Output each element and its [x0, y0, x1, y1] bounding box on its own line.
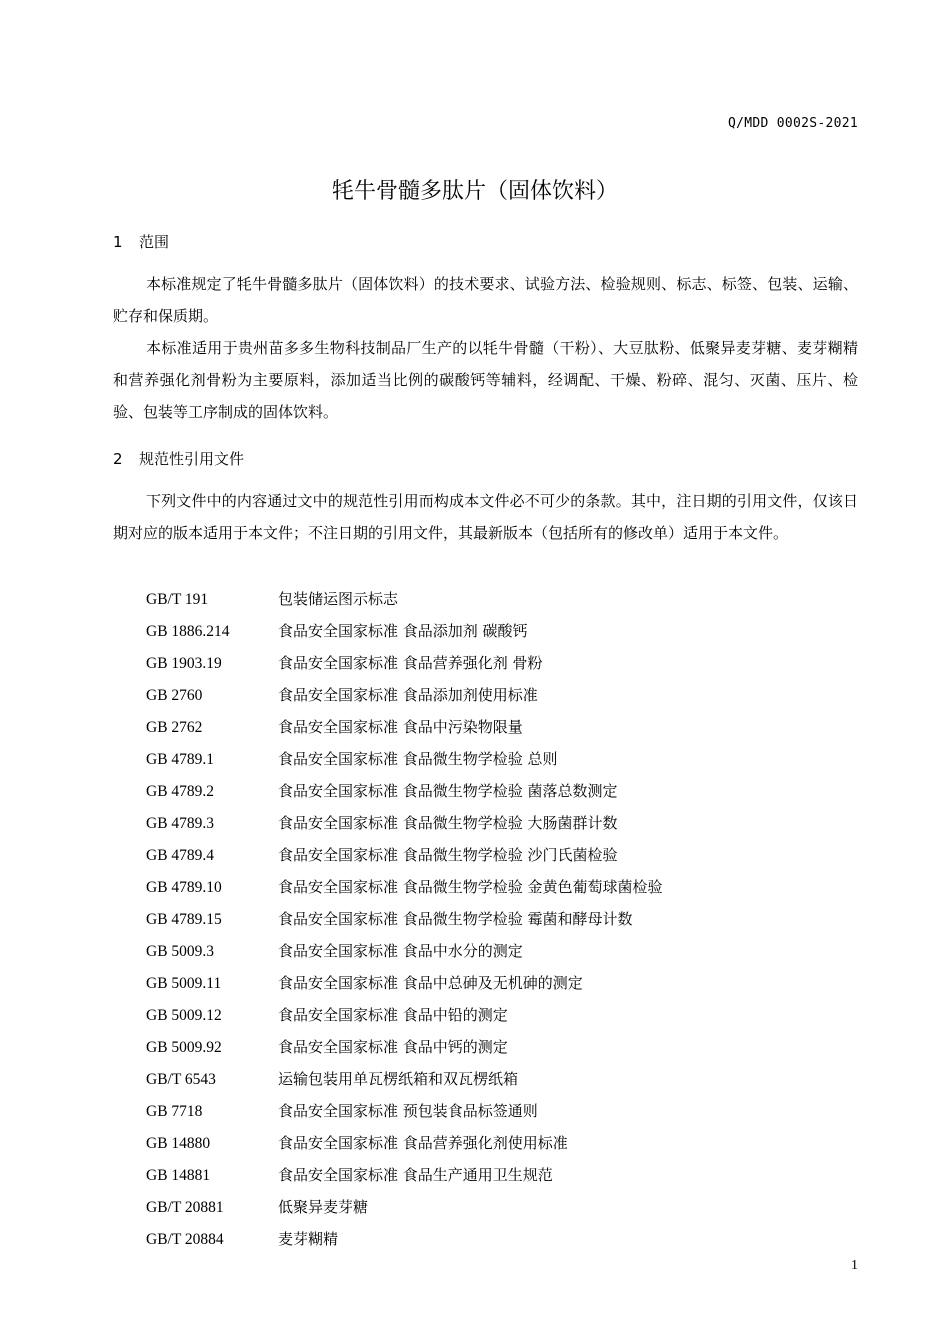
document-title: 牦牛骨髓多肽片（固体饮料）: [331, 179, 618, 204]
reference-title: 食品安全国家标准 食品中总砷及无机砷的测定: [278, 974, 583, 992]
reference-item: [146, 871, 663, 903]
reference-title: 食品安全国家标准 食品营养强化剂使用标准: [278, 1134, 568, 1152]
reference-code: GB 4789.4: [146, 847, 215, 864]
reference-code: GB 4789.15: [146, 911, 222, 928]
reference-item: [146, 743, 663, 775]
reference-code: GB/T 20884: [146, 1231, 224, 1248]
page-number: 1: [851, 1258, 858, 1273]
reference-item: [146, 1159, 663, 1191]
reference-item: [146, 679, 663, 711]
reference-code: GB 2762: [146, 719, 203, 736]
reference-title: 食品安全国家标准 食品中铅的测定: [278, 1006, 508, 1024]
reference-title: 食品安全国家标准 食品添加剂使用标准: [278, 686, 538, 704]
reference-code: GB 1903.19: [146, 655, 222, 672]
reference-title: 食品安全国家标准 食品微生物学检验 总则: [278, 750, 558, 768]
reference-title: 食品安全国家标准 食品微生物学检验 金黄色葡萄球菌检验: [278, 878, 663, 896]
reference-item: [146, 1223, 663, 1255]
reference-code: GB 1886.214: [146, 623, 230, 640]
reference-item: [146, 839, 663, 871]
reference-title: 食品安全国家标准 食品微生物学检验 沙门氏菌检验: [278, 846, 618, 864]
references-intro: 下列文件中的内容通过文中的规范性引用而构成本文件必不可少的条款。其中，注日期的引用文件，仅该日期对应的版本适用于本文件；不注日期的引用文件，其最新版本（包括所有的修改单）适用于本文件。: [113, 492, 858, 542]
reference-item: [146, 583, 663, 615]
reference-title: 食品安全国家标准 预包装食品标签通则: [278, 1102, 538, 1120]
scope-paragraph-2: 本标准适用于贵州苗多多生物科技制品厂生产的以牦牛骨髓（干粉）、大豆肽粉、低聚异麦芽糖、麦芽糊精和营养强化剂骨粉为主要原料，添加适当比例的碳酸钙等辅料，经调配、干燥、粉碎、混匀、灭菌、压片、检验、包装等工序制成的固体饮料。: [113, 339, 858, 421]
reference-title: 包装储运图示标志: [278, 590, 399, 608]
reference-code: GB/T 20881: [146, 1199, 224, 1216]
reference-item: [146, 935, 663, 967]
reference-item: [146, 903, 663, 935]
reference-item: [146, 807, 663, 839]
reference-code: GB 5009.11: [146, 975, 222, 992]
reference-item: [146, 647, 663, 679]
reference-item: [146, 1031, 663, 1063]
standard-code: Q/MDD 0002S-2021: [727, 116, 858, 131]
reference-title: 食品安全国家标准 食品微生物学检验 菌落总数测定: [278, 782, 618, 800]
reference-item: [146, 1063, 663, 1095]
reference-title: 食品安全国家标准 食品微生物学检验 大肠菌群计数: [278, 814, 618, 832]
scope-paragraph-1: 本标准规定了牦牛骨髓多肽片（固体饮料）的技术要求、试验方法、检验规则、标志、标签、包装、运输、贮存和保质期。: [113, 275, 858, 325]
reference-title: 低聚异麦芽糖: [278, 1198, 369, 1216]
reference-code: GB 4789.3: [146, 815, 215, 832]
reference-code: GB/T 6543: [146, 1071, 216, 1088]
reference-code: GB 5009.12: [146, 1007, 222, 1024]
reference-code: GB 5009.92: [146, 1039, 222, 1056]
reference-code: GB 5009.3: [146, 943, 215, 960]
reference-item: [146, 1127, 663, 1159]
reference-code: GB 4789.2: [146, 783, 215, 800]
reference-code: GB 7718: [146, 1103, 203, 1120]
reference-code: GB 14881: [146, 1167, 211, 1184]
reference-title: 食品安全国家标准 食品营养强化剂 骨粉: [278, 654, 543, 672]
reference-item: [146, 711, 663, 743]
reference-title: 食品安全国家标准 食品中水分的测定: [278, 942, 523, 960]
reference-title: 食品安全国家标准 食品微生物学检验 霉菌和酵母计数: [278, 910, 633, 928]
section-1-number: 1: [113, 233, 123, 251]
reference-title: 运输包装用单瓦楞纸箱和双瓦楞纸箱: [278, 1070, 519, 1088]
reference-item: [146, 615, 663, 647]
reference-title: 食品安全国家标准 食品中钙的测定: [278, 1038, 508, 1056]
section-2-title: 规范性引用文件: [139, 450, 245, 468]
section-2-number: 2: [113, 450, 123, 468]
section-1-title: 范围: [139, 233, 170, 251]
reference-title: 食品安全国家标准 食品生产通用卫生规范: [278, 1166, 553, 1184]
reference-item: [146, 1191, 663, 1223]
reference-code: GB 4789.10: [146, 879, 222, 896]
reference-item: [146, 999, 663, 1031]
normative-references-list: [146, 583, 663, 1255]
reference-code: GB 4789.1: [146, 751, 215, 768]
reference-title: 食品安全国家标准 食品添加剂 碳酸钙: [278, 622, 528, 640]
reference-code: GB/T 191: [146, 591, 209, 608]
reference-item: [146, 967, 663, 999]
reference-code: GB 2760: [146, 687, 203, 704]
reference-title: 麦芽糊精: [278, 1230, 339, 1248]
section-1-heading: [113, 231, 169, 252]
reference-item: [146, 775, 663, 807]
section-2-heading: [113, 448, 244, 469]
reference-item: [146, 1095, 663, 1127]
reference-code: GB 14880: [146, 1135, 211, 1152]
reference-title: 食品安全国家标准 食品中污染物限量: [278, 718, 523, 736]
